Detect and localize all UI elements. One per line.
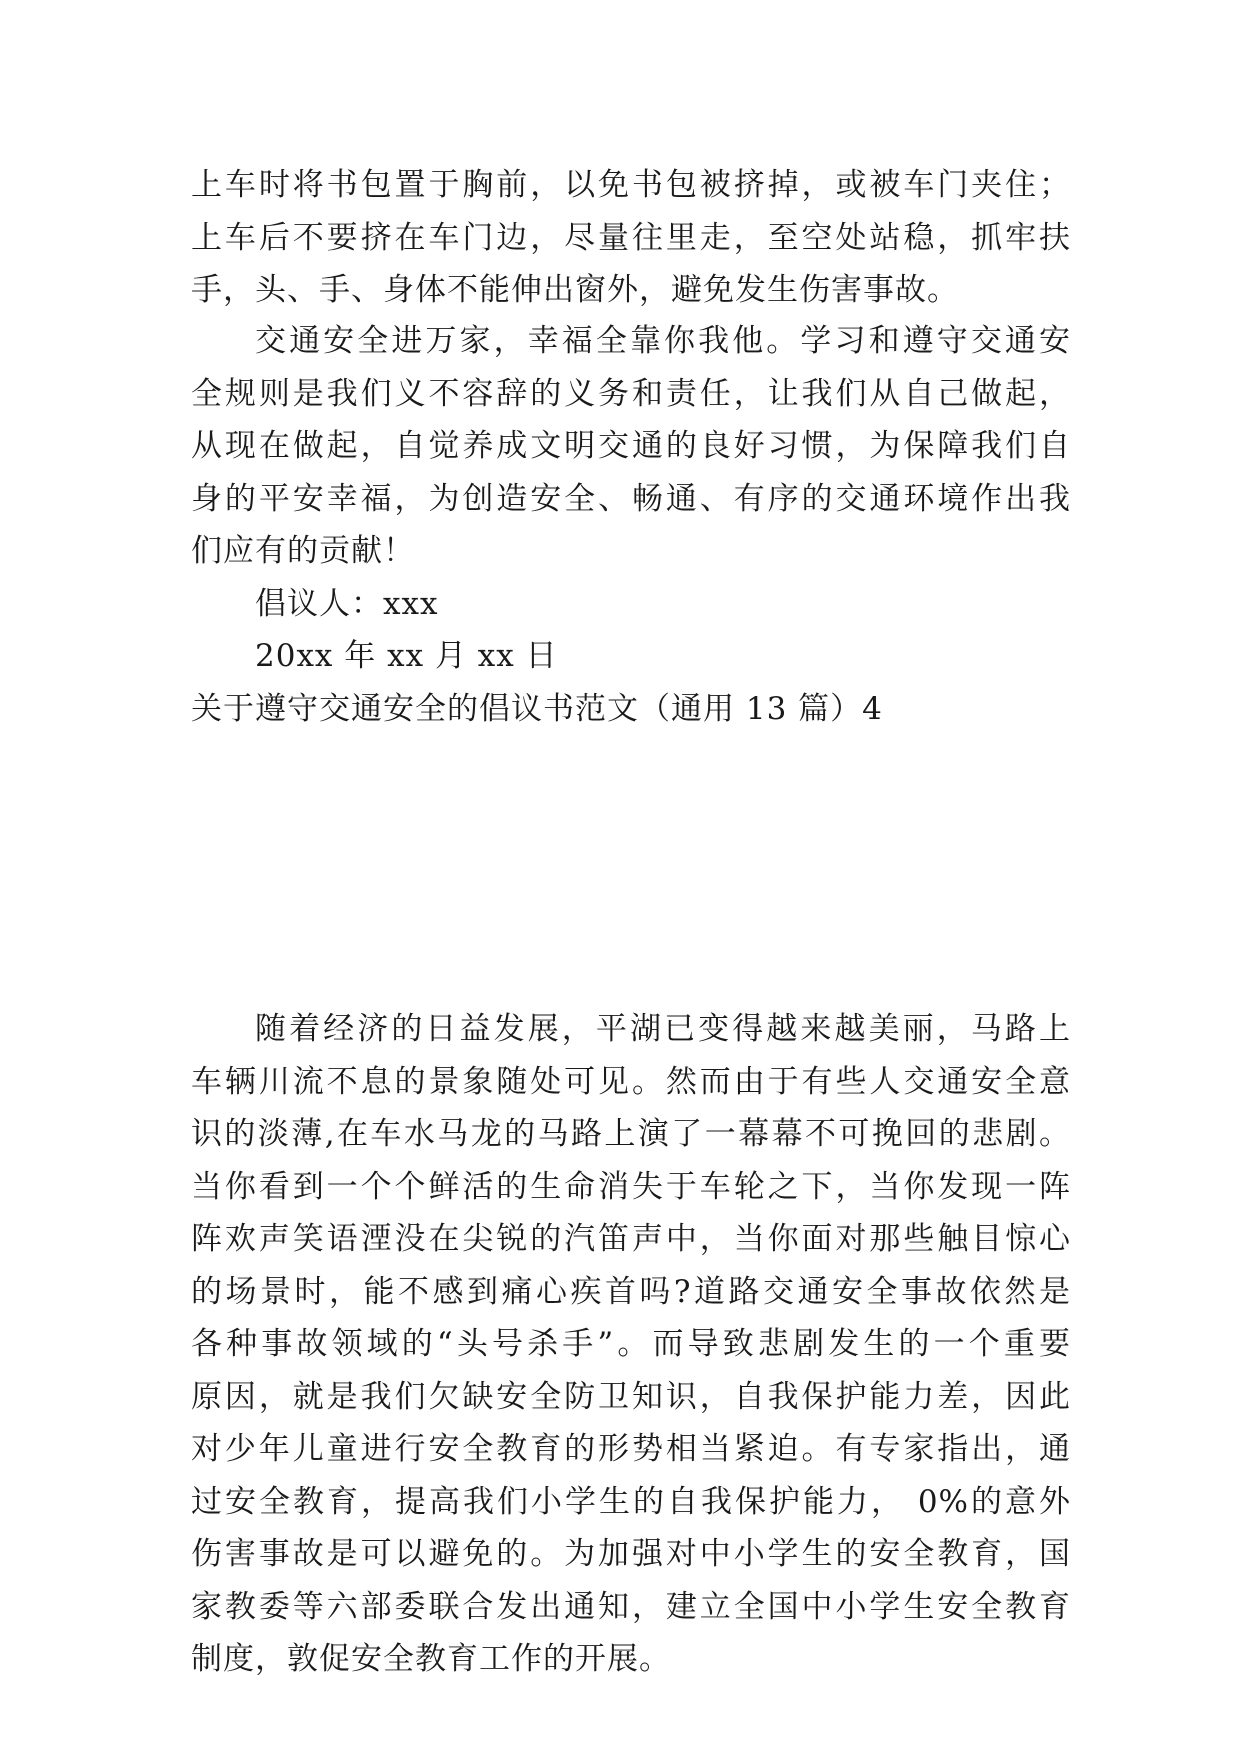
section-heading: 关于遵守交通安全的倡议书范文（通用 13 篇）4 — [191, 690, 883, 727]
text-line: 原因，就是我们欠缺安全防卫知识，自我保护能力差，因此 — [191, 1378, 1071, 1415]
text-line: 的场景时，能不感到痛心疾首吗?道路交通安全事故依然是 — [191, 1273, 1071, 1310]
text-line: 伤害事故是可以避免的。为加强对中小学生的安全教育，国 — [191, 1536, 1071, 1572]
text-line: 各种事故领域的“头号杀手”。而导致悲剧发生的一个重要 — [191, 1326, 1071, 1362]
proposer-line: 倡议人：xxx — [255, 585, 439, 622]
text-line: 手，头、手、身体不能伸出窗外，避免发生伤害事故。 — [191, 272, 959, 308]
text-line: 从现在做起，自觉养成文明交通的良好习惯，为保障我们自 — [191, 428, 1071, 464]
text-line: 全规则是我们义不容辞的义务和责任，让我们从自己做起， — [191, 375, 1071, 412]
text-line: 家教委等六部委联合发出通知，建立全国中小学生安全教育 — [191, 1588, 1071, 1625]
text-line: 上车后不要挤在车门边，尽量往里走，至空处站稳，抓牢扶 — [191, 219, 1071, 256]
text-line: 随着经济的日益发展，平湖已变得越来越美丽，马路上 — [255, 1011, 1071, 1047]
paragraph-second — [191, 315, 1071, 735]
date-line: 20xx 年 xx 月 xx 日 — [255, 638, 558, 674]
text-line: 上车时将书包置于胸前，以免书包被挤掉，或被车门夹住； — [191, 167, 1071, 203]
text-line: 阵欢声笑语湮没在尖锐的汽笛声中，当你面对那些触目惊心 — [191, 1221, 1071, 1257]
text-line: 识的淡薄,在车水马龙的马路上演了一幕幕不可挽回的悲剧。 — [191, 1116, 1071, 1152]
text-line: 过安全教育，提高我们小学生的自我保护能力， 0%的意外 — [191, 1483, 1071, 1520]
text-line: 身的平安幸福，为创造安全、畅通、有序的交通环境作出我 — [191, 480, 1071, 517]
text-line: 车辆川流不息的景象随处可见。然而由于有些人交通安全意 — [191, 1063, 1071, 1100]
text-line: 对少年儿童进行安全教育的形势相当紧迫。有专家指出，通 — [191, 1431, 1071, 1467]
paragraph-third — [191, 1003, 1071, 1686]
text-line: 制度，敦促安全教育工作的开展。 — [191, 1641, 671, 1677]
text-line: 们应有的贡献！ — [191, 533, 415, 569]
paragraph-top — [191, 159, 1071, 317]
text-line: 交通安全进万家，幸福全靠你我他。学习和遵守交通安 — [255, 323, 1071, 359]
text-line: 当你看到一个个鲜活的生命消失于车轮之下，当你发现一阵 — [191, 1168, 1071, 1205]
